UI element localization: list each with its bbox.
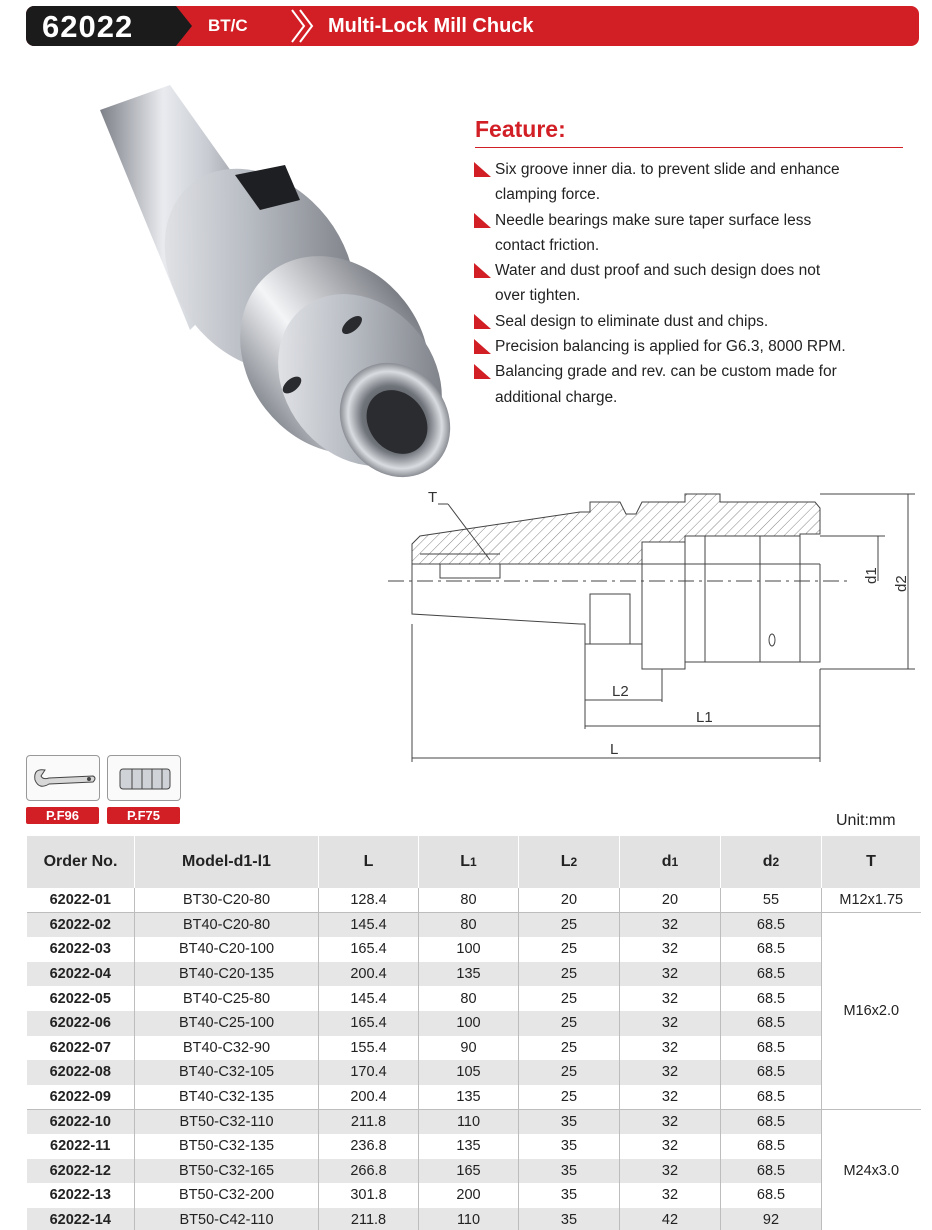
d1-cell: 32 (620, 1183, 721, 1208)
technical-drawing (380, 484, 920, 764)
l-cell: 145.4 (319, 913, 419, 938)
d1-cell: 32 (620, 962, 721, 987)
t-cell: M16x2.0 (822, 913, 921, 1110)
l-cell: 301.8 (319, 1183, 419, 1208)
table-row (27, 1208, 921, 1230)
dim-label-d2: d2 (893, 575, 910, 592)
l-cell: 155.4 (319, 1036, 419, 1061)
d2-cell: 68.5 (721, 1085, 822, 1110)
table-row (27, 1159, 921, 1184)
dim-label-t: T (428, 489, 438, 506)
model-cell: BT30-C20-80 (135, 888, 319, 913)
l-cell: 165.4 (319, 937, 419, 962)
d2-cell: 68.5 (721, 1183, 822, 1208)
order-cell: 62022-03 (27, 937, 135, 962)
l-cell: 145.4 (319, 986, 419, 1011)
l-cell: 165.4 (319, 1011, 419, 1036)
product-photo (60, 80, 455, 485)
feature-text: Seal design to eliminate dust and chips. (495, 312, 769, 330)
l1-cell: 135 (419, 1085, 519, 1110)
table-row (27, 1183, 921, 1208)
l2-cell: 20 (519, 888, 620, 913)
d2-cell: 68.5 (721, 1109, 822, 1134)
order-cell: 62022-05 (27, 986, 135, 1011)
bullet-triangle-icon (474, 263, 491, 278)
d2-cell: 68.5 (721, 1036, 822, 1061)
table-row (27, 1134, 921, 1159)
l1-cell: 80 (419, 888, 519, 913)
l-cell: 170.4 (319, 1060, 419, 1085)
d1-cell: 32 (620, 1134, 721, 1159)
d1-cell: 42 (620, 1208, 721, 1230)
model-cell: BT50-C32-135 (135, 1134, 319, 1159)
d2-cell: 68.5 (721, 913, 822, 938)
l2-cell: 25 (519, 1085, 620, 1110)
l-cell: 200.4 (319, 962, 419, 987)
col-header-model: Model-d1-l1 (135, 836, 319, 888)
d2-cell: 68.5 (721, 962, 822, 987)
d1-cell: 32 (620, 1036, 721, 1061)
table-row (27, 1060, 921, 1085)
table-row (27, 937, 921, 962)
table-row (27, 888, 921, 913)
l1-cell: 100 (419, 937, 519, 962)
l1-cell: 100 (419, 1011, 519, 1036)
feature-text: Six groove inner dia. to prevent slide and enhance (495, 161, 840, 178)
d1-cell: 20 (620, 888, 721, 913)
feature-text: Precision balancing is applied for G6.3, 8000 RPM. (495, 338, 846, 356)
l1-cell: 110 (419, 1208, 519, 1230)
feature-text: Water and dust proof and such design does not (495, 262, 821, 280)
bullet-triangle-icon (474, 162, 491, 177)
product-type: BT/C (208, 16, 248, 35)
order-cell: 62022-04 (27, 962, 135, 987)
l-cell: 211.8 (319, 1109, 419, 1134)
l2-cell: 25 (519, 913, 620, 938)
model-cell: BT40-C25-80 (135, 986, 319, 1011)
d2-cell: 68.5 (721, 937, 822, 962)
feature-item (474, 157, 926, 208)
bullet-triangle-icon (474, 339, 491, 354)
order-cell: 62022-07 (27, 1036, 135, 1061)
l2-cell: 35 (519, 1134, 620, 1159)
d2-cell: 55 (721, 888, 822, 913)
order-cell: 62022-10 (27, 1109, 135, 1134)
d2-cell: 68.5 (721, 1159, 822, 1184)
feature-text: contact friction. (495, 236, 600, 254)
d1-cell: 32 (620, 1011, 721, 1036)
feature-item (474, 309, 926, 334)
d2-cell: 92 (721, 1208, 822, 1230)
d2-cell: 68.5 (721, 1011, 822, 1036)
model-cell: BT40-C20-100 (135, 937, 319, 962)
bullet-triangle-icon (474, 364, 491, 379)
collet-icon (108, 756, 182, 802)
col-header-d2: d2 (721, 836, 822, 888)
d1-cell: 32 (620, 1085, 721, 1110)
d1-cell: 32 (620, 1109, 721, 1134)
spec-table (26, 836, 921, 1230)
d2-cell: 68.5 (721, 986, 822, 1011)
feature-item (474, 258, 926, 309)
feature-text: Balancing grade and rev. can be custom made for (495, 363, 837, 381)
feature-divider (475, 147, 903, 148)
l2-cell: 35 (519, 1208, 620, 1230)
t-cell: M24x3.0 (822, 1109, 921, 1230)
model-cell: BT50-C32-200 (135, 1183, 319, 1208)
col-header-order: Order No. (27, 836, 135, 888)
model-cell: BT50-C32-110 (135, 1109, 319, 1134)
model-cell: BT50-C32-165 (135, 1159, 319, 1184)
dim-label-l2: L2 (612, 683, 629, 700)
l1-cell: 80 (419, 913, 519, 938)
l2-cell: 35 (519, 1159, 620, 1184)
l2-cell: 25 (519, 937, 620, 962)
order-cell: 62022-06 (27, 1011, 135, 1036)
d2-cell: 68.5 (721, 1134, 822, 1159)
feature-text: clamping force. (495, 186, 601, 204)
dim-label-l1: L1 (696, 709, 713, 726)
order-cell: 62022-13 (27, 1183, 135, 1208)
feature-item (474, 359, 926, 410)
unit-label: Unit:mm (836, 812, 896, 829)
feature-heading: Feature: (475, 116, 566, 142)
order-cell: 62022-12 (27, 1159, 135, 1184)
model-cell: BT40-C32-90 (135, 1036, 319, 1061)
model-cell: BT40-C20-135 (135, 962, 319, 987)
feature-text: additional charge. (495, 388, 618, 406)
table-header-row (27, 836, 921, 888)
header-bar (26, 6, 919, 46)
feature-list (474, 157, 926, 410)
feature-text: over tighten. (495, 287, 581, 305)
d2-cell: 68.5 (721, 1060, 822, 1085)
l2-cell: 25 (519, 986, 620, 1011)
accessory-wrench-tile[interactable] (26, 755, 100, 801)
wrench-icon (27, 756, 101, 802)
col-header-l2: L2 (519, 836, 620, 888)
l1-cell: 90 (419, 1036, 519, 1061)
table-row (27, 913, 921, 938)
d1-cell: 32 (620, 1159, 721, 1184)
model-cell: BT50-C42-110 (135, 1208, 319, 1230)
bullet-triangle-icon (474, 213, 491, 228)
table-row (27, 986, 921, 1011)
order-cell: 62022-14 (27, 1208, 135, 1230)
page-title: Multi-Lock Mill Chuck (328, 15, 534, 37)
accessory-collet-tile[interactable] (107, 755, 181, 801)
l1-cell: 135 (419, 962, 519, 987)
l2-cell: 25 (519, 1060, 620, 1085)
l-cell: 128.4 (319, 888, 419, 913)
table-row (27, 1011, 921, 1036)
accessory-label[interactable]: P.F75 (107, 807, 180, 824)
l-cell: 236.8 (319, 1134, 419, 1159)
l1-cell: 105 (419, 1060, 519, 1085)
d1-cell: 32 (620, 937, 721, 962)
l2-cell: 35 (519, 1183, 620, 1208)
l2-cell: 25 (519, 1011, 620, 1036)
l2-cell: 25 (519, 962, 620, 987)
model-cell: BT40-C20-80 (135, 913, 319, 938)
chevron-right-icon (288, 8, 318, 44)
order-cell: 62022-11 (27, 1134, 135, 1159)
col-header-d1: d1 (620, 836, 721, 888)
table-row (27, 1109, 921, 1134)
table-row (27, 1085, 921, 1110)
col-header-l: L (319, 836, 419, 888)
d1-cell: 32 (620, 913, 721, 938)
l-cell: 200.4 (319, 1085, 419, 1110)
l1-cell: 110 (419, 1109, 519, 1134)
feature-text: Needle bearings make sure taper surface less (495, 211, 812, 229)
d1-cell: 32 (620, 986, 721, 1011)
table-row (27, 1036, 921, 1061)
l2-cell: 35 (519, 1109, 620, 1134)
model-cell: BT40-C32-105 (135, 1060, 319, 1085)
order-cell: 62022-08 (27, 1060, 135, 1085)
t-cell: M12x1.75 (822, 888, 921, 913)
dim-label-l: L (610, 741, 619, 758)
l1-cell: 80 (419, 986, 519, 1011)
l1-cell: 200 (419, 1183, 519, 1208)
col-header-l1: L1 (419, 836, 519, 888)
l1-cell: 165 (419, 1159, 519, 1184)
order-cell: 62022-02 (27, 913, 135, 938)
l2-cell: 25 (519, 1036, 620, 1061)
table-row (27, 962, 921, 987)
l-cell: 211.8 (319, 1208, 419, 1230)
order-cell: 62022-01 (27, 888, 135, 913)
l-cell: 266.8 (319, 1159, 419, 1184)
bullet-triangle-icon (474, 314, 491, 329)
dim-label-d1: d1 (863, 567, 880, 584)
accessory-label[interactable]: P.F96 (26, 807, 99, 824)
model-cell: BT40-C25-100 (135, 1011, 319, 1036)
d1-cell: 32 (620, 1060, 721, 1085)
feature-item (474, 208, 926, 259)
order-cell: 62022-09 (27, 1085, 135, 1110)
model-cell: BT40-C32-135 (135, 1085, 319, 1110)
product-code: 62022 (42, 9, 134, 44)
col-header-t: T (822, 836, 921, 888)
l1-cell: 135 (419, 1134, 519, 1159)
feature-item (474, 334, 926, 359)
